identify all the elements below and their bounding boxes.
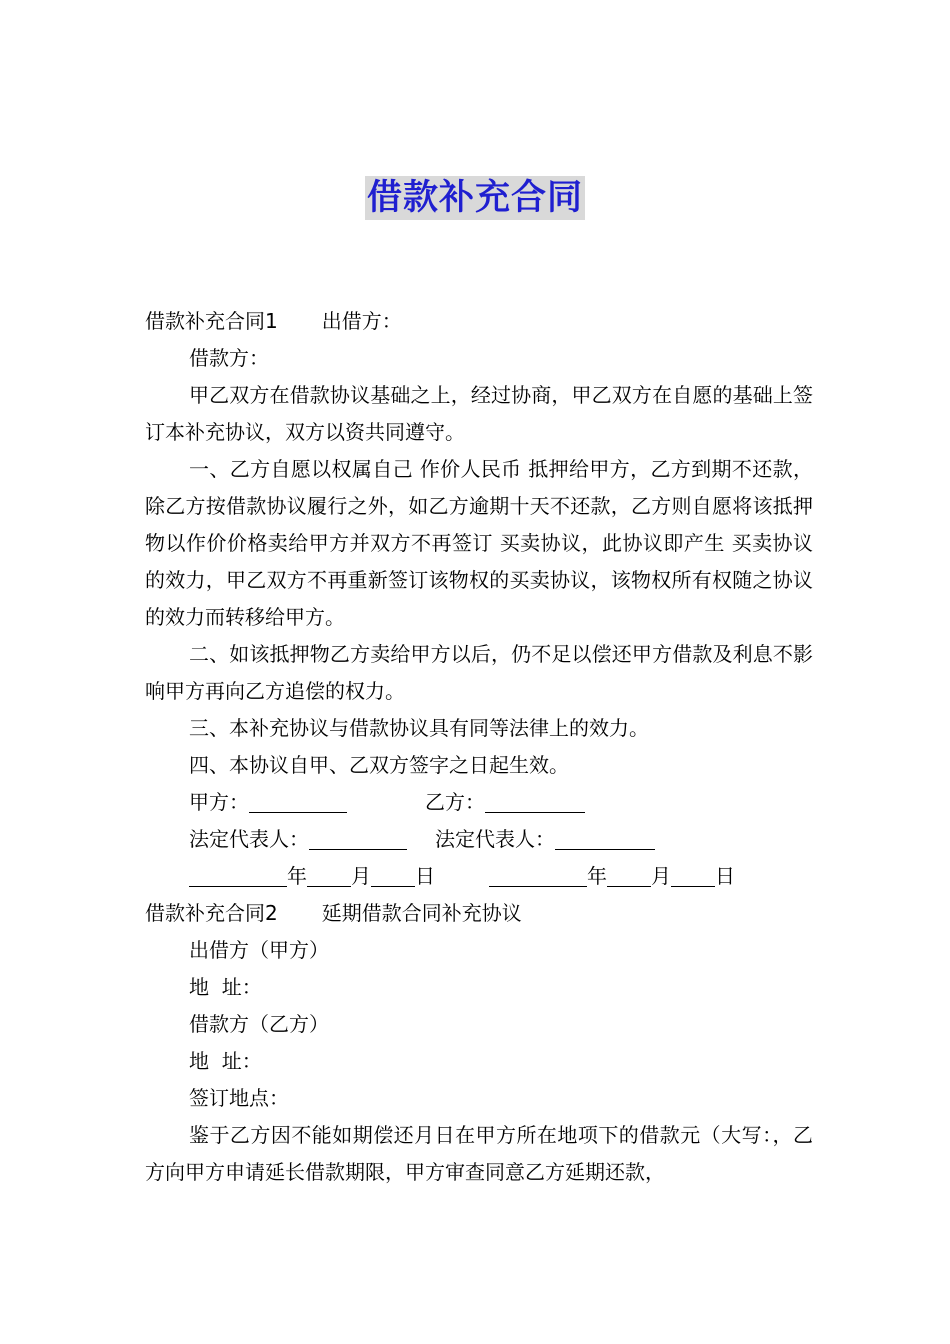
party-b-blank — [485, 790, 585, 813]
rep-b-label: 法定代表人： — [435, 827, 555, 851]
representative-line — [145, 821, 813, 858]
day-b-label: 日 — [715, 864, 735, 888]
section2-address-1-line — [145, 969, 813, 1006]
rep-b-blank — [555, 827, 655, 850]
party-signature-line — [145, 784, 813, 821]
section1-paragraph-5: 四、本协议自甲、乙双方签字之日起生效。 — [189, 753, 569, 777]
section2-lender-line — [145, 932, 813, 969]
day-b-blank — [671, 864, 715, 887]
section1-paragraph-2: 一、乙方自愿以权属自己 作价人民币 抵押给甲方，乙方到期不还款，除乙方按借款协议履行之外，如乙方逾期十天不还款，乙方则自愿将该抵押物以作价价格卖给甲方并双方不再签订 买卖协议，此协议即产生 买卖协议的效力，甲乙双方不再重新签订该物权的买卖协议，该物权所有权随之协议的效力而转移给甲方。 — [145, 457, 813, 629]
section2-paragraph-1: 鉴于乙方因不能如期偿还月日在甲方所在地项下的借款元（大写：，乙方向甲方申请延长借款期限，甲方审查同意乙方延期还款， — [145, 1123, 813, 1184]
section2-heading: 借款补充合同2 — [145, 901, 278, 925]
title-container — [0, 176, 950, 220]
month-b-blank — [607, 864, 651, 887]
party-b-label: 乙方： — [425, 790, 485, 814]
year-a-blank — [189, 864, 287, 887]
party-a-label: 甲方： — [189, 790, 249, 814]
section1-heading: 借款补充合同1 — [145, 309, 278, 333]
section2-place-label: 签订地点： — [189, 1086, 289, 1110]
section2-borrower-line — [145, 1006, 813, 1043]
section2-borrower-label: 借款方（乙方） — [189, 1012, 329, 1036]
section1-borrower-label: 借款方： — [189, 346, 269, 370]
section1-paragraph-4: 三、本补充协议与借款协议具有同等法律上的效力。 — [189, 716, 649, 740]
section1-paragraph-1: 甲乙双方在借款协议基础之上，经过协商，甲乙双方在自愿的基础上签订本补充协议，双方以资共同遵守。 — [145, 383, 813, 444]
year-a-label: 年 — [287, 864, 307, 888]
party-a-blank — [249, 790, 347, 813]
document-body — [145, 303, 813, 1191]
section1-lender-label: 出借方： — [321, 309, 402, 333]
section2-address-2-line — [145, 1043, 813, 1080]
rep-a-label: 法定代表人： — [189, 827, 309, 851]
section2-heading-line — [145, 895, 813, 932]
section1-borrower-line — [145, 340, 813, 377]
section2-subtitle: 延期借款合同补充协议 — [321, 901, 522, 925]
year-b-label: 年 — [587, 864, 607, 888]
year-b-blank — [489, 864, 587, 887]
month-b-label: 月 — [651, 864, 671, 888]
section1-heading-line — [145, 303, 813, 340]
section2-address-1-label: 地 址： — [189, 975, 262, 999]
section2-lender-label: 出借方（甲方） — [189, 938, 329, 962]
month-a-label: 月 — [351, 864, 371, 888]
section2-address-2-label: 地 址： — [189, 1049, 262, 1073]
day-a-label: 日 — [415, 864, 435, 888]
section1-paragraph-3: 二、如该抵押物乙方卖给甲方以后，仍不足以偿还甲方借款及利息不影响甲方再向乙方追偿的权力。 — [145, 642, 813, 703]
day-a-blank — [371, 864, 415, 887]
section2-place-line — [145, 1080, 813, 1117]
rep-a-blank — [309, 827, 407, 850]
date-line — [145, 858, 813, 895]
document-title: 借款补充合同 — [366, 178, 583, 218]
month-a-blank — [307, 864, 351, 887]
